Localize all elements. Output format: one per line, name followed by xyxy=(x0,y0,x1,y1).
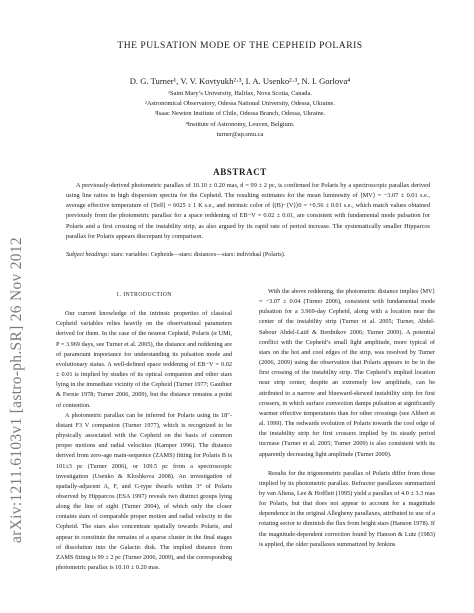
arxiv-identifier-sidebar xyxy=(4,190,30,590)
affiliations xyxy=(60,89,420,140)
right-paragraph-1: With the above reddening, the photometric distance implies ⟨MV⟩ = −3.07 ± 0.04 (Turner 2006), consistent with fundamental mode pulsation for a 3.969-day Cepheid, along with a location near the center of the instability strip (Turner et al. 2005; Turner, Abdel-Sabour Abdel-Latif & Berdnikov 2006; Turner 2009). A potential conflict with the Cepheid’s small light amplitude, more typical of stars on the hot and cool edges of the strip, was resolved by Turner (2006, 2009) using the observation that Polaris appears to be in the first crossing of the instability strip. The Cepheid’s implied location near strip center, despite an extremely low amplitude, can be attributed to a narrow and blueward-skewed instability strip for first crossers, in which surface convection damps pulsation at significantly warmer effective temperatures than for other crossings (see Alibert et al. 1999). The redwards evolution of Polaris towards the cool edge of the instability strip for first crossers implied by its steady period increase (Turner et al. 2005; Turner 2009) is also consistent with its apparently decreasing light amplitude (Turner 2009). xyxy=(259,288,435,458)
subject-headings-list: stars: variables: Cepheids—stars: distances—stars: individual (Polaris). xyxy=(109,252,286,258)
contact-email[interactable]: turner@ap.smu.ca xyxy=(216,130,264,138)
right-paragraph-2: Results for the trigonometric parallax of Polaris differ from those implied by its photometric parallax. Refractor parallaxes summarized by van Altena, Lee & Hoffleit (1995) yield a parallax of 4.0 ± 3.3 mas for Polaris, but that does not appear to account for a magnitude dependence in the original Allegheny parallaxes, attributed to use of a rotating sector to diminish the flux from bright stars (Hanson 1978). If the magnitude-dependent correction found by Hanson & Lutz (1983) is applied, the older parallaxes summarized by Jenkins xyxy=(259,469,436,548)
left-column xyxy=(56,290,232,573)
affiliation-3: ³Isaac Newton Institute of Chile, Odessa Branch, Odessa, Ukraine. xyxy=(154,110,326,118)
intro-paragraph-2: A photometric parallax can be inferred for Polaris using its 18″-distant F3 V companion (Turner 1977), which is recognized to be physically associated with the Cepheid on the basis of common proper motions and radial velocities (Kamper 1996). The distance derived from zero-age main-sequence (ZAMS) fitting for Polaris B is 101±3 pc (Turner 2006), or 109.5 pc from a spectroscopic investigation (Usenko & Kloshkova 2008). An investigation of spatially-adjacent A, F, and G-type dwarfs within 3° of Polaris observed by Hipparcos (ESA 1997) reveals two distinct groups lying along the line of sight (Turner 2004), of which only the closer contains stars of comparable proper motion and radial velocity to the Cepheid. The stars also concentrate spatially towards Polaris, and appear to constitute the remains of a sparse cluster in the final stages of dissolution into the Galactic disk. The implied distance from ZAMS fitting is 99 ± 2 pc (Turner 2006, 2009), and the corresponding photometric parallax is 10.10 ± 0.20 mas. xyxy=(56,411,232,572)
affiliation-1: ¹Saint Mary’s University, Halifax, Nova Scotia, Canada. xyxy=(168,90,312,97)
intro-paragraph-1: Our current knowledge of the intrinsic properties of classical Cepheid variables relies heavily on the observational parameters derived for them. In the case of the nearest Cepheid, Polaris (α UMi, P = 3.969 days, see Turner et al. 2005), the distance and reddening are of paramount importance for understanding its pulsation mode and evolutionary status. A well-defined space reddening of EB−V = 0.02 ± 0.01 is implied by studies of its optical companion and other stars lying in the immediate vicinity of the Cepheid (Turner 1977; Gauthier & Fernie 1978; Turner 2006, 2009), but the distance remains a point of contention. xyxy=(56,310,232,409)
abstract-body xyxy=(66,181,430,242)
affiliation-4: ⁴Institute of Astronomy, Leuven, Belgium. xyxy=(185,120,295,128)
subject-headings xyxy=(66,250,430,260)
right-column xyxy=(259,287,435,550)
abstract-heading: ABSTRACT xyxy=(213,167,267,177)
paragraph-gap xyxy=(259,460,435,469)
abstract-paragraph: A previously-derived photometric parallax of 10.10 ± 0.20 mas, d = 99 ± 2 pc, is confirmed for Polaris by a spectroscopic parallax derived using line ratios in high dispersion spectra for the Cepheid. The resulting estimates for the mean luminosity of ⟨MV⟩ = −3.07 ± 0.01 s.e., average effective temperature of ⟨Teff⟩ = 6025 ± 1 K s.e., and intrinsic color of ⟨(B)−⟨V⟩⟩0 = +0.56 ± 0.01 s.e., which match values obtained previously from the photometric parallax for a space reddening of EB−V = 0.02 ± 0.01, are consistent with fundamental mode pulsation for Polaris and a first crossing of the instability strip, as also argued by its rapid rate of period increase. The systematically smaller Hipparcos parallax for Polaris appears discrepant by comparison. xyxy=(66,182,430,240)
author-list: D. G. Turner¹, V. V. Kovtyukh²·³, I. A. Usenko²·³, N. I. Gorlova⁴ xyxy=(129,76,351,86)
subject-headings-label: Subject headings: xyxy=(66,252,110,258)
section-heading-introduction: 1. INTRODUCTION xyxy=(116,292,172,298)
paper-title: THE PULSATION MODE OF THE CEPHEID POLARIS xyxy=(117,40,363,51)
arxiv-identifier: arXiv:1211.6103v1 [astro-ph.SR] 26 Nov 2012 xyxy=(8,237,26,543)
affiliation-2: ²Astronomical Observatory, Odessa National University, Odessa, Ukraine. xyxy=(145,100,335,108)
